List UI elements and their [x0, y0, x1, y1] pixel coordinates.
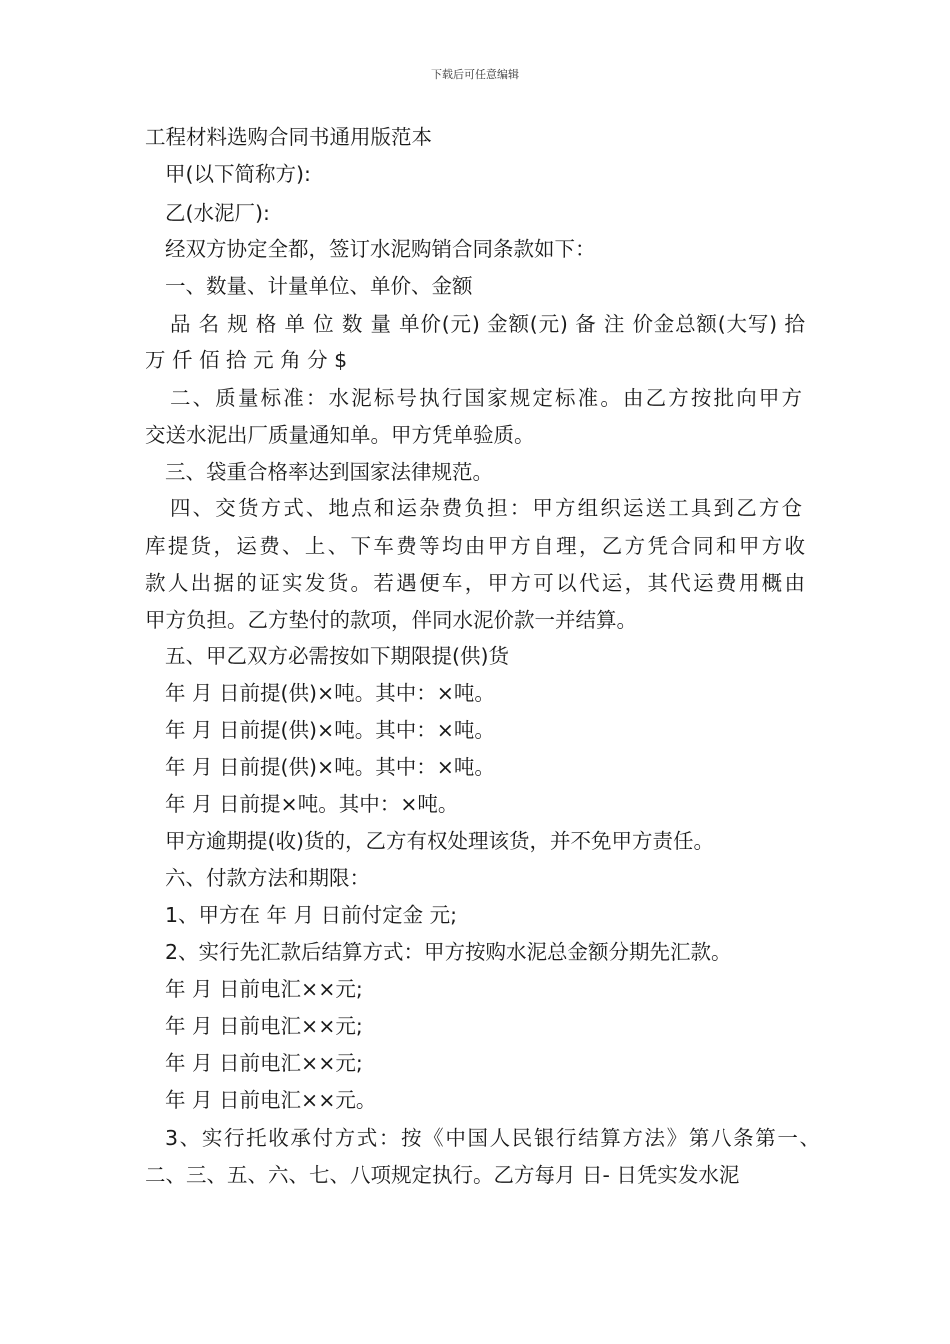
wire-line-4: 年 月 日前电汇××元。	[165, 1088, 377, 1112]
schedule-line-2: 年 月 日前提(供)×吨。其中：×吨。	[165, 718, 495, 742]
late-pickup-line: 甲方逾期提(收)货的，乙方有权处理该货，并不免甲方责任。	[165, 829, 714, 853]
table-header-line-1: 品 名 规 格 单 位 数 量 单价(元) 金额(元) 备 注 价金总额(大写) 拾	[170, 312, 805, 336]
clause-1-heading: 一、数量、计量单位、单价、金额	[165, 274, 473, 298]
party-b-line: 乙(水泥厂):	[165, 201, 270, 225]
party-a-line: 甲(以下简称方):	[165, 162, 311, 186]
schedule-line-4: 年 月 日前提×吨。其中：×吨。	[165, 792, 459, 816]
schedule-line-1: 年 月 日前提(供)×吨。其中：×吨。	[165, 681, 495, 705]
clause-6-heading: 六、付款方法和期限：	[165, 866, 370, 890]
clause-4-line-2: 库提货，运费、上、下车费等均由甲方自理，乙方凭合同和甲方收	[145, 534, 805, 558]
preamble-line: 经双方协定全都，签订水泥购销合同条款如下：	[165, 237, 596, 261]
wire-line-3: 年 月 日前电汇××元;	[165, 1051, 363, 1075]
wire-line-1: 年 月 日前电汇××元;	[165, 977, 363, 1001]
clause-2-line-2: 交送水泥出厂质量通知单。甲方凭单验质。	[145, 423, 535, 447]
header-note: 下载后可任意编辑	[431, 68, 519, 81]
clause-5-heading: 五、甲乙双方必需按如下期限提(供)货	[165, 644, 509, 668]
clause-2-line-1: 二、质量标准：水泥标号执行国家规定标准。由乙方按批向甲方	[170, 386, 802, 410]
wire-line-2: 年 月 日前电汇××元;	[165, 1014, 363, 1038]
schedule-line-3: 年 月 日前提(供)×吨。其中：×吨。	[165, 755, 495, 779]
payment-item-3-line-2: 二、三、五、六、七、八项规定执行。乙方每月 日- 日凭实发水泥	[145, 1163, 740, 1187]
payment-item-1: 1、甲方在 年 月 日前付定金 元;	[165, 903, 458, 927]
document-title: 工程材料选购合同书通用版范本	[145, 125, 432, 149]
payment-item-2: 2、实行先汇款后结算方式：甲方按购水泥总金额分期先汇款。	[165, 940, 732, 964]
clause-4-line-1: 四、交货方式、地点和运杂费负担：甲方组织运送工具到乙方仓	[170, 496, 802, 520]
payment-item-3-line-1: 3、实行托收承付方式：按《中国人民银行结算方法》第八条第一、	[165, 1126, 820, 1150]
clause-4-line-3: 款人出据的证实发货。若遇便车，甲方可以代运，其代运费用概由	[145, 571, 805, 595]
clause-3-line: 三、袋重合格率达到国家法律规范。	[165, 460, 493, 484]
clause-4-line-4: 甲方负担。乙方垫付的款项，伴同水泥价款一并结算。	[145, 608, 637, 632]
table-header-line-2: 万 仟 佰 拾 元 角 分 $	[145, 348, 348, 372]
